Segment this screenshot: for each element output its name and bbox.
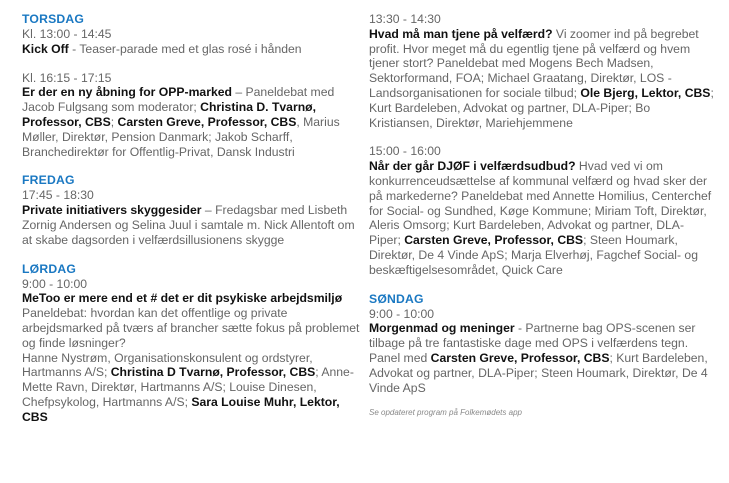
speaker-highlight: Christina D. Tvarnø, Professor, CBS <box>22 100 316 129</box>
speaker-highlight: Sara Louise Muhr, Lektor, CBS <box>22 394 340 424</box>
event-time: 9:00 - 10:00 <box>22 276 88 291</box>
event-title: Private initiativers skyggesider <box>22 203 202 218</box>
speaker-highlight: Carsten Greve, Professor, CBS <box>430 350 610 365</box>
event-title: Morgenmad og meninger <box>369 321 515 336</box>
event-time: Kl. 13:00 - 14:45 <box>22 27 112 41</box>
day-heading-torsdag: TORSDAG <box>22 12 85 26</box>
speaker-highlight: Christina D Tvarnø, Professor, CBS <box>110 365 316 380</box>
speaker-highlight: Ole Bjerg, Lektor, CBS <box>580 85 711 100</box>
event-description: Er der en ny åbning for OPP-marked – Paneldebat med Jacob Fulgsang som moderator; Christina D. Tvarnø, Professor, CBS; Carsten Greve, Professor, CBS, Marius Møller, Direktør, Pension Danmark; Jakob Scharff, Branchedirektør for Offentlig-Privat, Dansk Industri <box>22 85 340 159</box>
event-title: Er der en ny åbning for OPP-marked <box>22 85 232 100</box>
event-time: 15:00 - 16:00 <box>369 144 441 159</box>
day-heading-fredag: FREDAG <box>22 173 75 188</box>
event-description: Morgenmad og meninger - Partnerne bag OPS-scenen ser tilbage på tre fantastiske dage med OPS i velfærdens tegn. Panel med Carsten Greve, Professor, CBS; Kurt Bardeleben, Advokat og partner, DLA-Piper; Steen Houmark, Direktør, De 4 Vinde ApS <box>369 321 708 395</box>
speaker-highlight: Carsten Greve, Professor, CBS <box>117 114 297 129</box>
app-note: Se opdateret program på Folkemødets app <box>369 408 522 418</box>
event-title: Hvad må man tjene på velfærd? <box>369 26 553 41</box>
event-description: Private initiativers skyggesider – Fredagsbar med Lisbeth Zornig Andersen og Selina Juul i samtale m. Nick Allentoft om at skabe dagsorden i velfærdsillusionens skygge <box>22 203 355 247</box>
day-heading-lordag: LØRDAG <box>22 261 77 276</box>
event-title: Kick Off <box>22 41 69 56</box>
event-time: 9:00 - 10:00 <box>369 306 435 321</box>
event-description: Paneldebat: hvordan kan det offentlige og private arbejdsmarked på tværs af brancher sætte fokus på problemet og finde løsninger? <box>22 306 360 350</box>
event-panel: Hanne Nystrøm, Organisationskonsulent og ordstyrer, Hartmanns A/S; Christina D Tvarnø, Professor, CBS; Anne-Mette Ravn, Direktør, Hartmanns A/S; Louise Dinesen, Chefpsykolog, Hartmanns A/S; Sara Louise Muhr, Lektor, CBS <box>22 350 354 424</box>
event-description: Hvad må man tjene på velfærd? Vi zoomer ind på begrebet profit. Hvor meget må du egentlig tjene på velfærd og hvem tjener stort? Paneldebat med Mogens Bech Madsen, Sektorformand, FOA; Michael Graatang, Direktør, LOS - Landsorganisationen for sociale tilbud; Ole Bjerg, Lektor, CBS; Kurt Bardeleben, Advokat og partner, DLA-Piper; Bo Kristiansen, Direktør, Mariehjemmene <box>369 26 714 130</box>
speaker-highlight: Carsten Greve, Professor, CBS <box>404 233 584 248</box>
event-description: Kick Off - Teaser-parade med et glas rosé i hånden <box>22 41 302 56</box>
event-title-line <box>22 291 360 306</box>
event-description: Når der går DJØF i velfærdsudbud? Hvad ved vi om konkurrenceudsættelse af kommunal velfærd og hvad sker der på markederne? Paneldebat med Annette Homilius, Centerchef for Social- og Sundhed, Køge Kommune; Miriam Toft, Direktør, Aleris Omsorg; Kurt Bardeleben, Advokat og partner, DLA-Piper; Carsten Greve, Professor, CBS; Steen Houmark, Direktør, De 4 Vinde ApS; Marja Elverhøj, Fagchef Social- og beskæftigelsesområdet, Quick Care <box>369 159 712 277</box>
right-column <box>369 12 714 418</box>
left-column <box>22 12 360 425</box>
event-time: 17:45 - 18:30 <box>22 188 94 203</box>
day-heading-sondag: SØNDAG <box>369 291 424 306</box>
event-time: Kl. 16:15 - 17:15 <box>22 70 112 85</box>
event-title: MeToo er mere end et # det er dit psykiske arbejdsmiljø <box>22 291 343 306</box>
event-title: Når der går DJØF i velfærdsudbud? <box>369 159 576 174</box>
event-time: 13:30 - 14:30 <box>369 12 441 26</box>
